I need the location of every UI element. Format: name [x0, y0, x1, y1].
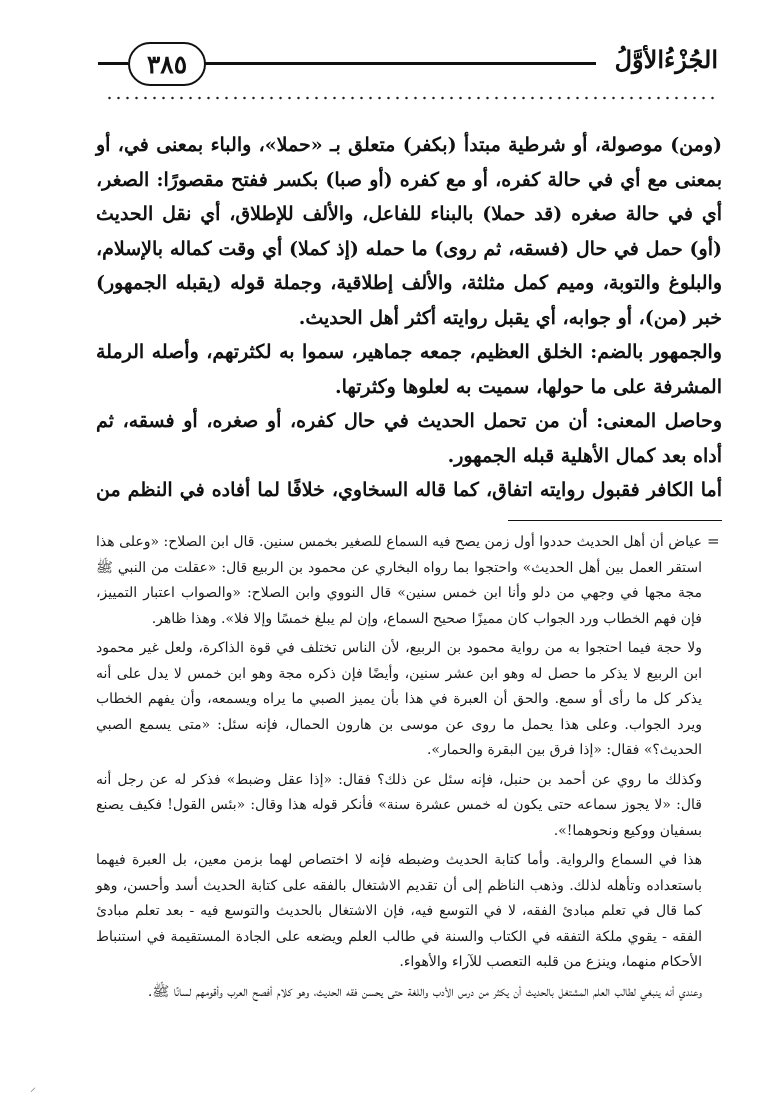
footnote-separator: [508, 520, 722, 521]
footnote-continuation-marker: =: [707, 532, 720, 550]
header-rule-left: [98, 62, 128, 65]
paragraph: أما الكافر فقبول روايته اتفاق، كما قاله السخاوي، خلافًا لما أفاده في النظم من: [96, 479, 722, 501]
corner-mark: ⸝: [30, 1080, 37, 1094]
page-header: [98, 40, 718, 90]
footnote-paragraph: وعندي أنه ينبغي لطالب العلم المشتغل بالحديث أن يكثر من درس الأدب واللغة حتى يحسن فقه الحديث، وهو كلام أفصح العرب وأقومهم لسانًا ﷺ.: [147, 983, 702, 1000]
main-text: [96, 128, 722, 508]
page-number: ٣٨٥: [146, 49, 188, 79]
header-rule: [204, 62, 596, 65]
dotted-divider: [105, 96, 719, 100]
footnote-paragraph: هذا في السماع والرواية. وأما كتابة الحديث وضبطه فإنه لا اختصاص لهما بزمن معين، بل العبرة فيهما باستعداده وتأهله لذلك. وذهب الناظم إلى أن تقديم الاشتغال بالفقه على كتابة الحديث أسد وأحسن، وهو كما قال في تعلم مبادئ الفقه، لا في التوسع فيه، فإن الاشتغال بالحديث والتوسع فيه - بعد تعلم مبادئ الفقه - يقوي ملكة التفقه في الكتاب والسنة في طالب العلم ويضعه على الجادة المستقيمة في استنباط الأحكام منهما، وينزع من قلبه التعصب للآراء والأهواء.: [96, 852, 702, 970]
footnote-paragraph: ولا حجة فيما احتجوا به من رواية محمود بن الربيع، لأن الناس تختلف في قوة الذاكرة، ولعل غير محمود ابن الربيع لا يذكر ما حصل له وهو ابن عشر سنين، وأيضًا فإن ذكره مجة وهو ابن خمس لا يدل على أنه يذكر كل ما رأى أو سمع. والحق أن العبرة في هذا بأن يميز الصبي ما يراه ويسمعه، وأن يفهم الخطاب ويرد الجواب. وعلى هذا يحمل ما روى عن موسى بن هارون الحمال، فإنه سئل: «متى يسمع الصبي الحديث؟» فقال: «إذا فرق بين البقرة والحمار».: [96, 640, 702, 758]
paragraph: وحاصل المعنى: أن من تحمل الحديث في حال كفره، أو صغره، أو فسقه، ثم أداه بعد كمال الأهلية قبله الجمهور.: [96, 410, 722, 467]
footnotes: [96, 530, 702, 1005]
paragraph: والجمهور بالضم: الخلق العظيم، جمعه جماهير، سموا به لكثرتهم، وأصله الرملة المشرفة على ما حولها، سميت به لعلوها وكثرتها.: [96, 341, 722, 398]
running-title: الجُزْءُالأوَّلُ: [614, 45, 718, 74]
footnote-paragraph: وكذلك ما روي عن أحمد بن حنبل، فإنه سئل عن ذلك؟ فقال: «إذا عقل وضبط» فذكر له عن رجل أنه قال: «لا يجوز سماعه حتى يكون له خمس عشرة سنة» فأنكر قوله هذا وقال: «بئس القول! فكيف يصنع بسفيان ووكيع ونحوهما!».: [96, 771, 702, 839]
paragraph: (ومن) موصولة، أو شرطية مبتدأ (بكفر) متعلق بـ «حملا»، والباء بمعنى في، أو بمعنى مع أي في حالة كفره، أو مع كفره (أو صبا) بكسر ففتح مقصورًا: الصغر، أي في حالة صغره (قد حملا) بالبناء للفاعل، والألف للإطلاق، أي نقل الحديث (أو) حمل في حال (فسقه، ثم روى) ما حمله (إذ كملا) أي وقت كماله بالإسلام، والبلوغ والتوبة، وميم كمل مثلثة، والألف إطلاقية، وجملة قوله (يقبله الجمهور) خبر (من)، أو جوابه، أي يقبل روايته أكثر أهل الحديث.: [96, 134, 722, 329]
page-number-badge: [128, 42, 206, 86]
footnote-paragraph: عياض أن أهل الحديث حددوا أول زمن يصح فيه السماع للصغير بخمس سنين. قال ابن الصلاح: «وعلى هذا استقر العمل بين أهل الحديث» واحتجوا بما رواه البخاري عن محمود بن الربيع قال: «عقلت من النبي ﷺ مجة مجها في وجهي من دلو وأنا ابن خمس سنين» قال النووي وابن الصلاح: «والصواب اعتبار التمييز، فإن فهم الخطاب ورد الجواب كان مميزًا صحيح السماع، وإن لم يبلغ خمسًا وإلا فلا». وهذا ظاهر.: [96, 534, 702, 627]
